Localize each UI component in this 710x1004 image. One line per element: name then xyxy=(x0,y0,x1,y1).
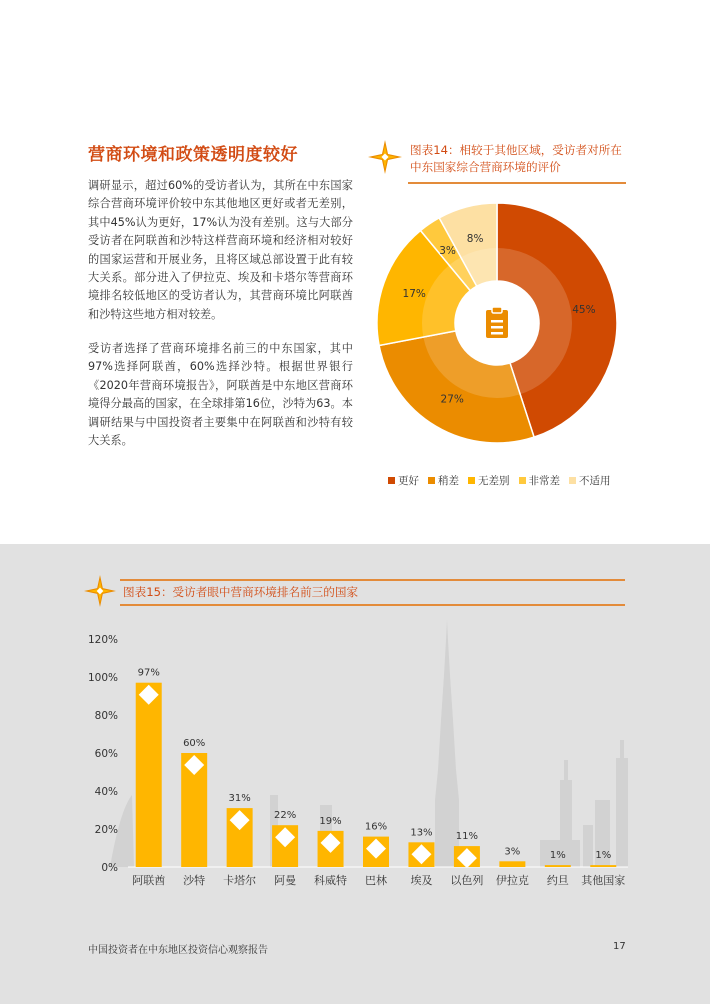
y-tick-label: 20% xyxy=(94,824,118,836)
clipboard-icon xyxy=(486,307,508,338)
chart15-title-rule-bottom xyxy=(120,604,625,606)
x-category-label: 约旦 xyxy=(546,874,569,887)
page-number: 17 xyxy=(613,941,626,952)
donut-label-2: 27% xyxy=(440,393,464,406)
legend-item-3 xyxy=(468,473,510,488)
x-category-label: 巴林 xyxy=(365,874,387,887)
y-tick-label: 120% xyxy=(87,634,118,646)
x-category-label: 以色列 xyxy=(450,874,484,887)
chart14-donut xyxy=(360,198,650,464)
donut-label-3: 17% xyxy=(402,288,426,301)
bar-value-label: 11% xyxy=(455,831,479,843)
legend-swatch xyxy=(388,477,395,484)
chart15-title-rule-top xyxy=(120,579,625,581)
legend-swatch xyxy=(569,477,576,484)
bar-9 xyxy=(499,861,525,867)
legend-item-1 xyxy=(388,473,419,488)
bar-value-label: 31% xyxy=(228,793,251,805)
x-category-label: 伊拉克 xyxy=(495,874,529,887)
x-category-label: 科威特 xyxy=(314,874,348,887)
legend-item-4 xyxy=(519,473,561,488)
y-tick-label: 80% xyxy=(94,710,118,722)
bar-value-label: 1% xyxy=(549,850,566,862)
y-tick-label: 0% xyxy=(101,862,118,874)
footer-report-title: 中国投资者在中东地区投资信心观察报告 xyxy=(88,945,268,956)
legend-item-5 xyxy=(569,473,611,488)
star-emblem-icon xyxy=(368,140,402,174)
star-emblem-icon xyxy=(84,575,116,607)
legend-label: 更好 xyxy=(398,475,419,487)
donut-label-1: 45% xyxy=(572,304,596,317)
bar-value-label: 60% xyxy=(183,738,206,749)
x-category-label: 埃及 xyxy=(410,874,433,887)
bar-1 xyxy=(136,683,162,867)
legend-label: 无差别 xyxy=(478,475,510,487)
legend-label: 非常差 xyxy=(528,475,560,487)
bar-value-label: 97% xyxy=(137,667,160,679)
section-title: 营商环境和政策透明度较好 xyxy=(88,145,298,165)
x-category-label: 其他国家 xyxy=(581,874,626,887)
chart15-title: 图表15：受访者眼中营商环境排名前三的国家 xyxy=(123,585,359,599)
legend-swatch xyxy=(468,477,475,484)
x-category-label: 卡塔尔 xyxy=(223,874,257,887)
bar-11 xyxy=(590,865,616,867)
bar-value-label: 3% xyxy=(504,846,521,858)
x-category-label: 沙特 xyxy=(183,874,206,887)
bar-value-label: 13% xyxy=(410,827,433,839)
legend-swatch xyxy=(519,477,526,484)
bar-value-label: 16% xyxy=(364,821,388,833)
bar-value-label: 19% xyxy=(319,815,342,827)
bar-value-label: 1% xyxy=(595,850,612,862)
chart14-title: 图表14：相较于其他区域，受访者对所在中东国家综合营商环境的评价 xyxy=(410,143,622,174)
x-category-label: 阿联酋 xyxy=(132,874,166,887)
y-tick-label: 40% xyxy=(94,786,118,798)
legend-item-2 xyxy=(428,473,459,488)
chart14-legend xyxy=(388,473,611,488)
body-paragraph-1: 调研显示，超过60%的受访者认为，其所在中东国家综合营商环境评价较中东其他地区更好或者无差别，其中45%认为更好，17%认为没有差别。这与大部分受访者在阿联酋和沙特这样营商环境和经济相对较好的国家运营和开展业务，且将区域总部设置于此有较大关系。部分进入了伊拉克、埃及和卡塔尔等营商环境排名较低地区的受访者认为，其营商环境比阿联酋和沙特这些地方相对较差。 xyxy=(88,179,353,321)
legend-label: 稍差 xyxy=(438,475,459,487)
chart14-title-rule xyxy=(408,182,626,184)
x-category-label: 阿曼 xyxy=(274,874,297,887)
bar-10 xyxy=(545,865,571,867)
y-tick-label: 60% xyxy=(94,748,118,760)
legend-label: 不适用 xyxy=(579,475,611,487)
donut-label-4: 3% xyxy=(439,245,456,258)
chart15-bar-chart xyxy=(80,620,640,900)
legend-swatch xyxy=(428,477,435,484)
bar-value-label: 22% xyxy=(273,810,297,822)
donut-label-5: 8% xyxy=(466,232,484,245)
body-paragraph-2: 受访者选择了营商环境排名前三的中东国家，其中97%选择阿联酋，60%选择沙特。根据世界银行《2020年营商环境报告》，阿联酋是中东地区营商环境得分最高的国家，在全球排第16位，沙特为63。本调研结果与中国投资者主要集中在阿联酋和沙特有较大关系。 xyxy=(88,342,353,448)
y-tick-label: 100% xyxy=(87,672,118,684)
